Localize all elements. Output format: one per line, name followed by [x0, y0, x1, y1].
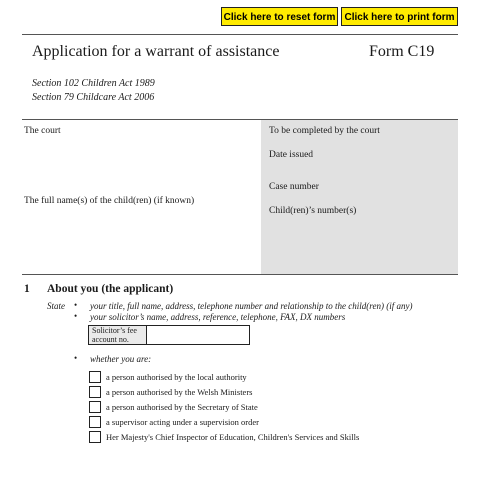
child-number-label: Child(ren)’s number(s): [269, 206, 357, 216]
court-use-panel: [261, 120, 458, 274]
section-title: About you (the applicant): [47, 283, 174, 295]
solicitor-fee-field: [88, 325, 250, 345]
completed-by-court-label: To be completed by the court: [269, 126, 380, 136]
header-top-rule: [22, 34, 458, 35]
form-title: Application for a warrant of assistance: [32, 43, 280, 60]
bullet-icon: •: [74, 311, 78, 321]
bullet-icon: •: [74, 300, 78, 310]
date-issued-label: Date issued: [269, 150, 314, 160]
form-number: Form C19: [369, 43, 435, 60]
option-label: a supervisor acting under a supervision order: [106, 417, 259, 427]
court-label: The court: [24, 126, 61, 136]
print-form-button[interactable]: Click here to print form: [341, 7, 458, 26]
checkbox-secretary-of-state[interactable]: [89, 401, 101, 413]
solicitor-fee-label: Solicitor’s fee account no.: [89, 326, 147, 344]
instruction-bullet-3: whether you are:: [90, 354, 152, 364]
option-label: a person authorised by the Secretary of State: [106, 402, 258, 412]
court-panel-bottom-rule: [22, 274, 458, 275]
state-label: State: [47, 301, 65, 311]
section-number: 1: [24, 283, 30, 295]
checkbox-welsh-ministers[interactable]: [89, 386, 101, 398]
bullet-icon: •: [74, 353, 78, 363]
checkbox-chief-inspector[interactable]: [89, 431, 101, 443]
checkbox-local-authority[interactable]: [89, 371, 101, 383]
solicitor-fee-input[interactable]: [148, 326, 249, 344]
instruction-bullet-1: your title, full name, address, telephone number and relationship to the child(ren) (if any): [90, 301, 413, 311]
children-names-label: The full name(s) of the child(ren) (if known): [24, 196, 195, 206]
reset-form-button[interactable]: Click here to reset form: [221, 7, 338, 26]
instruction-bullet-2: your solicitor’s name, address, reference, telephone, FAX, DX numbers: [90, 312, 346, 322]
case-number-label: Case number: [269, 182, 319, 192]
legal-section-2: Section 79 Childcare Act 2006: [32, 92, 155, 103]
option-label: Her Majesty's Chief Inspector of Education, Children's Services and Skills: [106, 432, 360, 442]
option-label: a person authorised by the Welsh Ministers: [106, 387, 253, 397]
option-label: a person authorised by the local authority: [106, 372, 247, 382]
checkbox-supervisor[interactable]: [89, 416, 101, 428]
legal-section-1: Section 102 Children Act 1989: [32, 78, 155, 89]
